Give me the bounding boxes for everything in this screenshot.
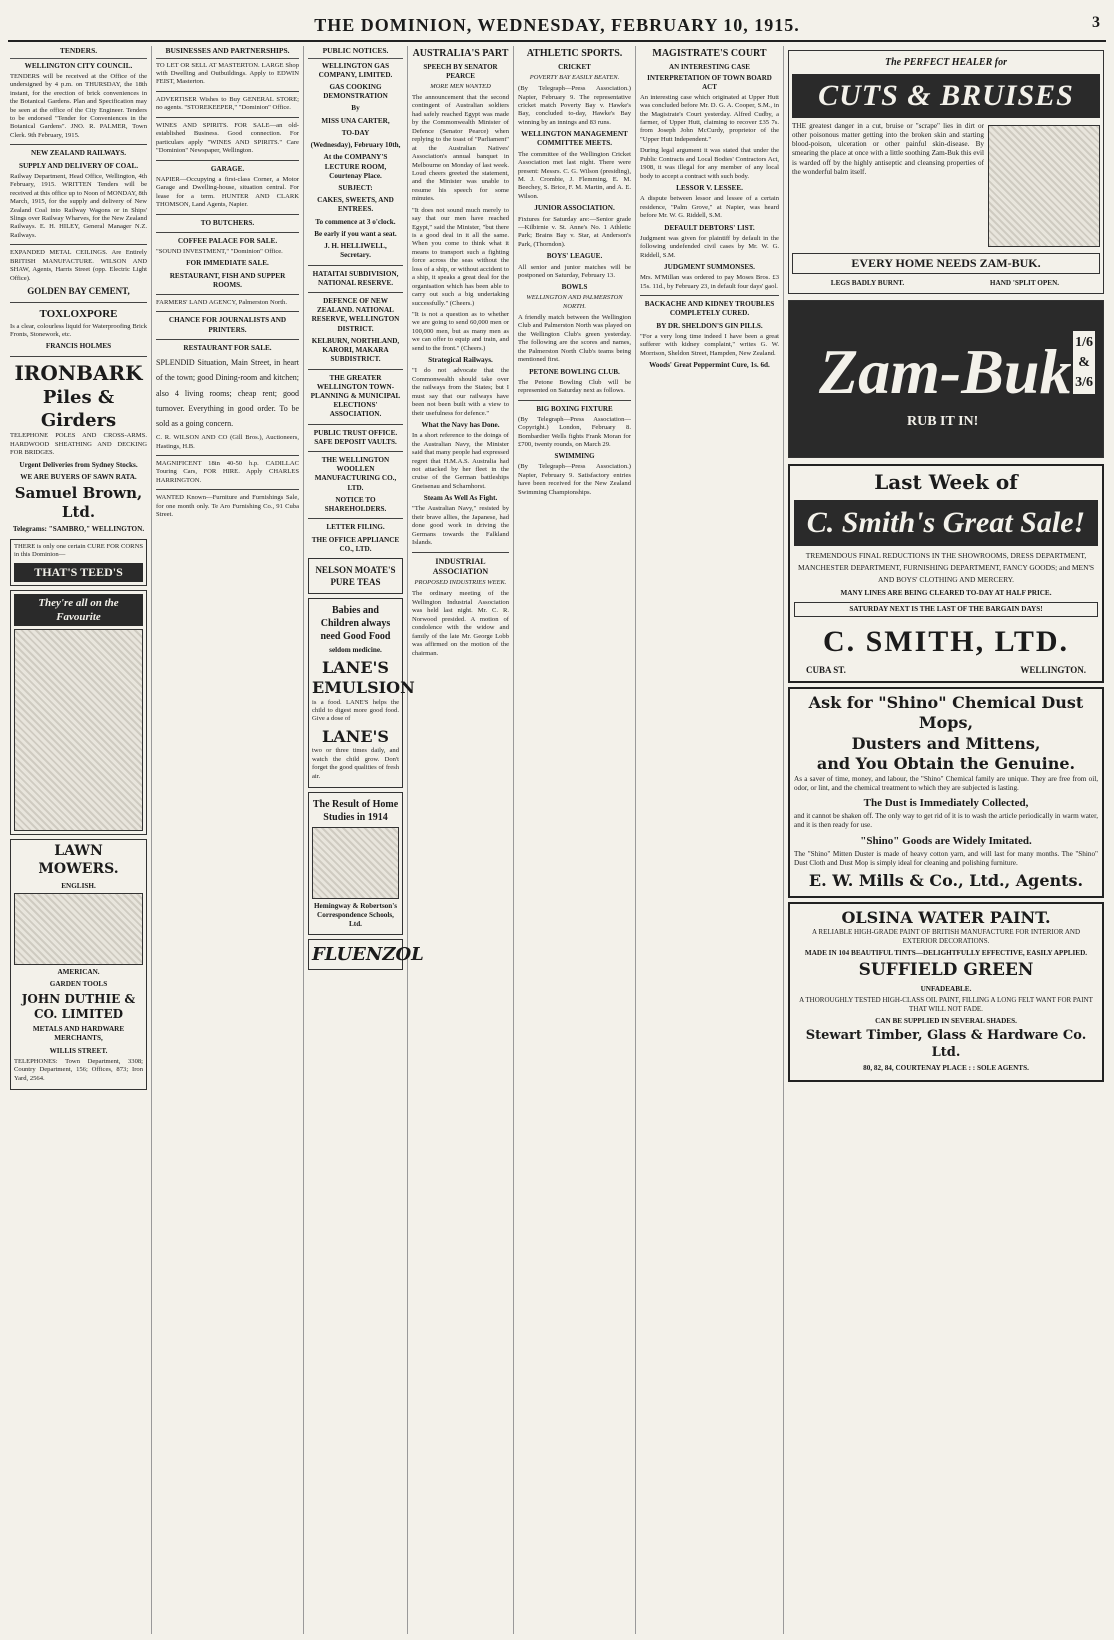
ad-heading: ENGLISH. (61, 881, 96, 890)
section-subheading: Steam As Well As Fight. (423, 494, 498, 503)
woman-illustration (988, 125, 1100, 247)
section-subheading: DEFAULT DEBTORS' LIST. (664, 223, 755, 232)
article-paragraph: The Petone Bowling Club will be represented on Saturday next as follows. (518, 378, 631, 395)
ad-headline: E. W. Mills & Co., Ltd., Agents. (808, 871, 1084, 891)
ad-heading: The Dust is Immediately Collected, (863, 797, 1029, 810)
article-paragraph: "It does not sound much merely to say that our men have reached Egypt," said the Minister, "but there is a good deal in it all the same. When you come to think what it means to transport such a fighting force across the seas without the loss of a ship, or without accident to a ship, it speaks a great deal for the organisation which has been able to carry out such a big undertaking successfully." (Cheers.) (412, 206, 509, 307)
ad-headline: and You Obtain the Genuine. (816, 754, 1076, 774)
notice-heading: HATAITAI SUBDIVISION, NATIONAL RESERVE. (312, 269, 399, 287)
article-subtitle: POVERTY BAY EASILY BEATEN. (529, 73, 620, 81)
notice-text: Railway Department, Head Office, Wellington, 4th February, 1915. WRITTEN Tenders will be received at this office up to Noon of MONDAY, 8th March, 1915, for the supply and delivery of New Zealand Coal into Railway Wagons or in Ships' Slings over Railway Wharves, for the New Zealand Railways. E. H. HILEY, General Manager N.Z. Railways. (10, 172, 147, 239)
section-subheading: BACKACHE AND KIDNEY TROUBLES COMPLETELY CURED. (644, 300, 775, 318)
column-display-ads (784, 46, 1108, 1634)
notice-text: J. H. HELLIWELL, Secretary. (324, 242, 387, 260)
notice-heading: PUBLIC TRUST OFFICE. SAFE DEPOSIT VAULTS. (313, 428, 398, 446)
ad-heading: SATURDAY NEXT IS THE LAST OF THE BARGAIN DAYS! (794, 602, 1098, 617)
divider (156, 232, 299, 233)
text-block-illustration (312, 827, 399, 899)
classified-ad: "SOUND INVESTMENT," "Dominion" Office. (156, 247, 283, 255)
ad-headline: IRONBARK (14, 360, 143, 385)
ad-headline: Stewart Timber, Glass & Hardware Co. Ltd. (805, 1028, 1087, 1060)
ad-heading: GARAGE. (210, 164, 245, 173)
article-paragraph: "It is not a question as to whether we are going to send 60,000 men or 100,000 men, but as many men as we can offer to equip and train, and send to the front." (Cheers.) (412, 310, 509, 352)
ad-text: TREMENDOUS FINAL REDUCTIONS IN THE SHOWROOMS, DRESS DEPARTMENT, MANCHESTER DEPARTMENT, FURNISHING DEPARTMENT, FANCY GOODS; and MEN'S AND BOYS' CLOTHING AND MERCERY. (797, 551, 1095, 585)
section-subheading: JUNIOR ASSOCIATION. (534, 204, 615, 213)
section-subheading: LESSOR V. LESSEE. (676, 184, 743, 193)
article-paragraph: The ordinary meeting of the Wellington Industrial Association was held last night. Mr. C. R. Norwood presided. A motion of condolence with the widow and family of the late Mr. George Lobb was affirmed on the motion of the chairman. (412, 590, 509, 657)
article-paragraph: "I do not advocate that the Commonwealth should take over the railways from the States; but I must say that our railways have been not been built with a view to their usefulness for defence." (412, 367, 509, 417)
article-title: INDUSTRIAL ASSOCIATION (432, 556, 489, 576)
ad-headline: THAT'S TEED'S (14, 563, 143, 582)
page-number: 3 (1092, 14, 1100, 31)
notice-heading: THE OFFICE APPLIANCE CO., LTD. (311, 535, 400, 553)
notice-text: Be early if you want a seat. (314, 229, 397, 238)
section-subheading: BOYS' LEAGUE. (546, 252, 603, 261)
ad-heading: CAN BE SUPPLIED IN SEVERAL SHADES. (875, 1016, 1017, 1025)
notice-heading: WELLINGTON GAS COMPANY, LIMITED. (318, 61, 393, 79)
ad-headline: SUFFIELD GREEN (858, 960, 1034, 981)
section-subheading: JUDGMENT SUMMONSES. (664, 263, 755, 272)
notice-heading: CAKES, SWEETS, AND ENTREES. (317, 196, 394, 214)
shino-ad (788, 687, 1104, 898)
ad-headline: Last Week of (874, 470, 1018, 495)
article-paragraph: During legal argument it was stated that under the Public Contracts and Local Bodies' Contractors Act, 1908, it was illegal for any member of any local body to accept a contract with such body. (640, 147, 779, 180)
olsina-ad (788, 902, 1104, 1082)
ad-heading: The PERFECT HEALER for (885, 57, 1007, 68)
ad-headline: Dusters and Mittens, (851, 733, 1041, 753)
notice-text: By (351, 104, 360, 113)
notice-heading: THE GREATER WELLINGTON TOWN-PLANNING & MUNICIPAL ELECTIONS' ASSOCIATION. (310, 373, 401, 419)
divider (308, 292, 403, 293)
column-athletic (514, 46, 636, 1634)
notice-heading: GAS COOKING DEMONSTRATION (323, 83, 388, 101)
lawnmower-illustration (14, 629, 143, 831)
notice-heading: NOTICE TO SHAREHOLDERS. (324, 495, 387, 514)
column-tenders (6, 46, 152, 1634)
ad-heading: TOXLOXPORE (39, 307, 118, 320)
teeds-ad (10, 539, 147, 586)
notice-heading: MISS UNA CARTER, (321, 116, 390, 125)
ad-headline: C. Smith's Great Sale! (794, 500, 1098, 546)
address: CUBA ST. (806, 665, 846, 676)
ad-heading: MANY LINES ARE BEING CLEARED TO-DAY AT HALF PRICE. (840, 589, 1052, 598)
ad-text: THERE is only one certain CURE FOR CORNS in this Dominion— (14, 542, 143, 559)
section-heading: BUSINESSES AND PARTNERSHIPS. (156, 46, 299, 59)
zambuk-cuts-ad (788, 50, 1104, 294)
article-subtitle: SPEECH BY SENATOR PEARCE (423, 62, 498, 80)
notice-heading: NEW ZEALAND RAILWAYS. (31, 149, 126, 158)
classified-ad: C. R. WILSON AND CO (Gill Bros.), Auctioneers, Hastings, H.B. (156, 434, 299, 450)
article-paragraph: Judgment was given for plaintiff by default in the following undefended civil cases by Mr. W. G. Riddell, S.M. (640, 234, 779, 259)
ad-heading: METALS AND HARDWARE MERCHANTS, (32, 1025, 125, 1043)
divider (412, 552, 509, 553)
smith-sale-ad (788, 464, 1104, 682)
nelson-moate-ad (308, 558, 403, 594)
section-subheading: WELLINGTON MANAGEMENT COMMITTEE MEETS. (521, 130, 628, 148)
article-subtitle: BOWLS (561, 283, 588, 292)
notice-heading: TO-DAY (341, 128, 370, 137)
price-list (1073, 331, 1095, 394)
ad-text: two or three times daily, and watch the child grow. Don't forget the good qualities of fresh air. (312, 747, 399, 780)
column-court (636, 46, 784, 1634)
notice-heading: DEFENCE OF NEW ZEALAND. NATIONAL RESERVE, WELLINGTON DISTRICT. (311, 296, 400, 333)
ad-heading: UNFADEABLE. (920, 984, 972, 993)
ad-text: TELEPHONES: Town Department, 3308; Country Department, 156; Offices, 873; Iron Yard, 2564. (14, 1057, 143, 1082)
article-paragraph: All senior and junior matches will be postponed on Saturday, February 13. (518, 263, 631, 279)
price: 1/6 (1075, 335, 1093, 351)
ad-headline: JOHN DUTHIE & CO. LIMITED (21, 991, 136, 1021)
divider (10, 144, 147, 145)
divider (156, 455, 299, 456)
article-paragraph: The committee of the Wellington Cricket Association met last night. There were present: Messrs. C. G. Wilson (presiding), M. J. Crombie, J. Flemming, E. M. Beechey, S. Brice, F. M. Martin, and A. E. Wilson. (518, 150, 631, 200)
article-subtitle: AN INTERESTING CASE (669, 62, 750, 71)
notice-text: (Wednesday), February 10th, (310, 141, 401, 150)
classified-ad: ADVERTISER Wishes to Buy GENERAL STORE; no agents. "STOREKEEPER," "Dominion" Office. (156, 95, 299, 112)
column-australia (408, 46, 514, 1634)
ad-headline: NELSON MOATE'S PURE TEAS (315, 565, 396, 587)
ad-text: A THOROUGHLY TESTED HIGH-CLASS OIL PAINT, FILLING A LONG FELT WANT FOR PAINT THAT WILL NOT FADE. (799, 996, 1093, 1014)
section-subheading: Strategical Railways. (428, 356, 493, 365)
ad-text: A RELIABLE HIGH-GRADE PAINT OF BRITISH MANUFACTURE FOR INTERIOR AND EXTERIOR DECORATIONS. (811, 927, 1081, 945)
notice-heading: WELLINGTON CITY COUNCIL. (24, 61, 133, 70)
masthead-title: THE DOMINION, WEDNESDAY, FEBRUARY 10, 1915. (314, 14, 800, 35)
ad-heading: TO BUTCHERS. (200, 218, 255, 227)
address: WELLINGTON. (1020, 665, 1086, 676)
ad-text: TELEPHONE POLES AND CROSS-ARMS. HARDWOOD SHEATHING AND DECKING FOR BRIDGES. (10, 432, 147, 457)
divider (308, 518, 403, 519)
ad-heading: RESTAURANT, FISH AND SUPPER ROOMS. (169, 271, 286, 289)
article-subtitle: SWIMMING (554, 452, 595, 461)
ad-text: As a saver of time, money, and labour, the "Shino" Chemical family are unique. They are free from oil, odor, or lint, and the chemical treatment to which they are subjected is lasting. (794, 774, 1098, 792)
divider (10, 302, 147, 303)
ad-headline: Zam-Buk (819, 336, 1072, 408)
ad-heading: "Shino" Goods are Widely Imitated. (860, 834, 1032, 847)
ad-headline: OLSINA WATER PAINT. (841, 907, 1051, 927)
article-subtitle: PROPOSED INDUSTRIES WEEK. (414, 579, 507, 587)
lanes-emulsion-ad (308, 598, 415, 788)
notice-heading: LETTER FILING. (326, 523, 385, 532)
ad-headline: Ask for "Shino" Chemical Dust Mops, (808, 692, 1084, 733)
duthie-ad (10, 839, 147, 1090)
divider (308, 265, 403, 266)
ad-slogan: RUB IT IN! (907, 414, 979, 430)
ad-headline: Babies and Children always need Good Food (320, 605, 391, 642)
ad-text: and it cannot be shaken off. The only way to get rid of it is to wash the article periodically in warm water, and it is then ready for use. (794, 812, 1098, 830)
ad-headline: LANE'S (322, 726, 389, 746)
classified-ad: MAGNIFICENT 18in 40-50 h.p. CADILLAC Touring Cars, FOR HIRE. Apply CHARLES HARRINGTON. (156, 459, 299, 484)
ad-heading: MADE IN 104 BEAUTIFUL TINTS—DELIGHTFULLY EFFECTIVE, EASILY APPLIED. (804, 948, 1088, 957)
classified-ad: WINES AND SPIRITS. FOR SALE—an old-established Business. Good connection. For particulars apply "WINES AND SPIRITS." Care "Dominion" Newspaper, Wellington. (156, 121, 299, 155)
home-studies-ad (308, 792, 403, 935)
ad-headline: The Result of Home Studies in 1914 (312, 799, 399, 823)
notice-text: SUBJECT: (338, 184, 373, 192)
ad-heading: WILLIS STREET. (49, 1046, 108, 1055)
ad-heading: GARDEN TOOLS (49, 980, 108, 989)
article-paragraph: (By Telegraph—Press Association.) Napier, February 9. Satisfactory entries have been received for the New Zealand Swimming Championships. (518, 463, 631, 496)
article-paragraph: "The Australian Navy," resisted by their brave allies, the Japanese, had done good work in driving the Germans towards the Falkland Islands. (412, 505, 509, 547)
price: & (1078, 354, 1090, 370)
divider (156, 294, 299, 295)
ad-heading: Urgent Deliveries from Sydney Stocks. (19, 460, 138, 469)
notice-text: To commence at 3 o'clock. (315, 217, 396, 226)
ad-heading: CHANCE FOR JOURNALISTS AND PRINTERS. (168, 316, 287, 334)
ad-text: seldom medicine. (329, 646, 382, 655)
divider (640, 295, 779, 296)
ad-headline: Piles & Girders (40, 387, 117, 432)
divider (10, 356, 147, 357)
ad-heading: Hemingway & Robertson's Correspondence Schools, Ltd. (313, 901, 398, 929)
article-paragraph: Mrs. M'Millan was ordered to pay Moses Bros. £3 15s. 11d., by February 23, in default four days' gaol. (640, 274, 779, 290)
ad-headline: LANE'S EMULSION (312, 657, 415, 698)
section-heading: TENDERS. (10, 46, 147, 59)
article-paragraph: "For a very long time indeed I have been a great sufferer with kidney complaint," writes G. W. Morrison, Sheldon Street, Hampden, New Zealand. (640, 332, 779, 357)
article-title: MAGISTRATE'S COURT (652, 48, 767, 59)
classified-ad: SPLENDID Situation, Main Street, in heart of the town; good Dining-room and kitchen; also 4 living rooms; cheap rent; good turnover. Everything in good order. To be sold as a going concern. (156, 358, 299, 428)
ad-heading: Telegrams: "SAMBRO," WELLINGTON. (12, 525, 145, 534)
notice-heading: SUPPLY AND DELIVERY OF COAL. (18, 161, 139, 170)
article-paragraph: Fixtures for Saturday are:—Senior grade—Kilbirnie v. St. Anne's No. 1 Athletic Park; Brains Bay v. Star, at Anderson's Park, (Thorndon). (518, 215, 631, 248)
article-subtitle: WELLINGTON AND PALMERSTON NORTH. (526, 294, 623, 310)
ad-headline: They're all on the Favourite (14, 594, 143, 626)
article-paragraph: A dispute between lessor and lessee of a certain residence, "Palm Grove," at Napier, was heard before Mr. W. G. Riddell, S.M. (640, 195, 779, 220)
article-paragraph: (By Telegraph—Press Association.) Napier, February 9. The representative cricket match Poverty Bay v. Hawke's Bay, concluded to-day, Hawke's Bay winning by an innings and 83 runs. (518, 85, 631, 126)
article-subtitle: INTERPRETATION OF TOWN BOARD ACT (647, 73, 772, 91)
ad-heading: 80, 82, 84, COURTENAY PLACE : : SOLE AGENTS. (863, 1064, 1029, 1073)
ad-text: EXPANDED METAL CEILINGS. Are Entirely BRITISH MANUFACTURE. WILSON AND SHAW, Agents, Harris Street (opp. Electric Light Office). (10, 249, 147, 282)
fluenzol-ad (308, 939, 424, 970)
divider (156, 214, 299, 215)
classified-ad: NAPIER—Occupying a first-class Corner, a Motor Garage and Dwelling-house, situation central. For lease for a term. HUNTER AND CLARK THOMSON, Land Agents, Napier. (156, 175, 299, 209)
column-public-notices (304, 46, 424, 1634)
masthead (8, 10, 1106, 42)
ad-heading: AMERICAN. (57, 968, 100, 977)
divider (308, 424, 403, 425)
ad-heading: HAND 'SPLIT OPEN. (989, 279, 1060, 288)
ad-heading: GOLDEN BAY CEMENT, (27, 286, 130, 296)
divider (10, 244, 147, 245)
article-paragraph: An interesting case which originated at Upper Hutt was concluded before Mr. D. G. A. Cooper, S.M., in the Magistrate's Court yesterday. Alfred Cudby, a farmer, of Upper Hutt, claiming to recover £35 7s. from Joseph John McCurdy, proprietor of the "Upper Hutt Independent." (640, 93, 779, 143)
article-subtitle: CRICKET (558, 62, 591, 71)
zambuk-logo-ad (788, 300, 1104, 458)
ad-headline: Samuel Brown, Ltd. (14, 484, 143, 522)
ad-heading: FOR IMMEDIATE SALE. (186, 259, 269, 268)
divider (518, 400, 631, 401)
article-paragraph: The announcement that the second contingent of Australian soldiers had safely reached Egypt was made by the Commonwealth Minister of Defence (Senator Pearce) when replying to the toast of "Parliament" at the Australian Natives' Association's annual banquet in Melbourne on Monday of last week. Loud cheers greeted the statement, and the Minister was unable to resume his speech for some minutes. (412, 94, 509, 203)
ad-text: is a food. LANE'S helps the child to digest more good food. Give a dose of (312, 698, 399, 723)
notice-text: TENDERS will be received at the Office of the undersigned by 4 p.m. on THURSDAY, the 18th instant, for the erection of brick conveniences in the Botanical Gardens. Plan and Specification may be seen at the office of the City Engineer. Tenders to be endorsed "Tender for Conveniences in the Botanical Gardens". JNO. R. PALMER, Town Clerk. 9th February, 1915. (10, 72, 147, 139)
divider (156, 311, 299, 312)
article-paragraph: (By Telegraph—Press Association—Copyright.) London, February 8. Bombardier Wells fights Frank Moran for £700, twenty rounds, on March 29. (518, 415, 631, 448)
article-title: ATHLETIC SPORTS. (526, 48, 623, 59)
article-subtitle: MORE MEN WANTED (430, 82, 491, 90)
article-paragraph: A friendly match between the Wellington Club and Palmerston North was played on the Wellington Club's green yesterday. The following are the scores and names, the Palmerston North Club's teams being mentioned first. (518, 313, 631, 364)
divider (156, 91, 299, 92)
section-subheading: PETONE BOWLING CLUB. (529, 367, 620, 376)
notice-heading: THE WELLINGTON WOOLLEN MANUFACTURING CO., LTD. (314, 456, 397, 492)
section-subheading: BY DR. SHELDON'S GIN PILLS. (656, 321, 763, 330)
divider (308, 369, 403, 370)
divider (156, 489, 299, 490)
ad-heading: WE ARE BUYERS OF SAWN RATA. (20, 472, 137, 481)
price: 3/6 (1075, 374, 1093, 390)
favourite-ad (10, 590, 147, 835)
ad-headline: CUTS & BRUISES (792, 74, 1100, 118)
classified-ad: TO LET OR SELL AT MASTERTON. LARGE Shop with Dwelling and Outbuildings. Apply to EDWIN FEIST, Masterton. (156, 61, 299, 86)
article-paragraph: In a short reference to the doings of the Australian Navy, the Minister said that many people had expressed regret that H.M.A.S. Australia had not attacked by her fleet in the cruise of the German battleships Gneisenau and Scharnhorst. (412, 432, 509, 490)
section-heading: PUBLIC NOTICES. (308, 46, 403, 59)
notice-heading: KELBURN, NORTHLAND, KARORI, MAKARA SUBDISTRICT. (311, 336, 400, 364)
mower-illustration (14, 893, 143, 965)
section-subheading: What the Navy has Done. (421, 420, 500, 429)
divider (308, 451, 403, 452)
ad-text: THE greatest danger in a cut, bruise or "scrape" lies in dirt or other poisonous matter getting into the broken skin and starting blood-poison, ulceration or other painful skin-disease. By smearing the place at once with a little soothing Zam-Buk this evil is warded off by the highly antiseptic and cleansing properties of the wonderful balm itself. (792, 121, 984, 176)
article-subtitle: BIG BOXING FIXTURE (536, 404, 613, 413)
ad-heading: RESTAURANT FOR SALE. (183, 343, 272, 352)
ad-heading: FRANCIS HOLMES (45, 342, 112, 351)
ad-headline: FLUENZOL (312, 944, 424, 966)
ad-heading: COFFEE PALACE FOR SALE. (177, 236, 278, 245)
article-title: AUSTRALIA'S PART (412, 48, 509, 59)
ad-headline: EVERY HOME NEEDS ZAM-BUK. (792, 253, 1100, 274)
ad-headline: C. SMITH, LTD. (822, 624, 1070, 658)
classified-ad: WANTED Known—Furniture and Furnishings Sale, for one month only. Te Aro Furnishing Co., 91 Cuba Street. (156, 494, 299, 519)
ad-headline: LAWN MOWERS. (38, 843, 119, 877)
divider (156, 160, 299, 161)
ad-heading: Woods' Great Peppermint Cure, 1s. 6d. (649, 361, 770, 370)
ad-text: Is a clear, colourless liquid for Waterproofing Brick Fronts, Stonework, etc. (10, 322, 147, 339)
divider (156, 117, 299, 118)
divider (156, 339, 299, 340)
notice-text: At the COMPANY'S LECTURE ROOM, Courtenay Place. (323, 153, 388, 180)
ad-heading: LEGS BADLY BURNT. (830, 279, 905, 288)
ad-text: The "Shino" Mitten Duster is made of heavy cotton yarn, and will last for many months. The "Shino" Dust Cloth and Dust Mop is simply ideal for cleaning and polishing furniture. (794, 849, 1098, 867)
column-businesses (152, 46, 304, 1634)
classified-ad: FARMERS' LAND AGENCY, Palmerston North. (156, 299, 287, 307)
